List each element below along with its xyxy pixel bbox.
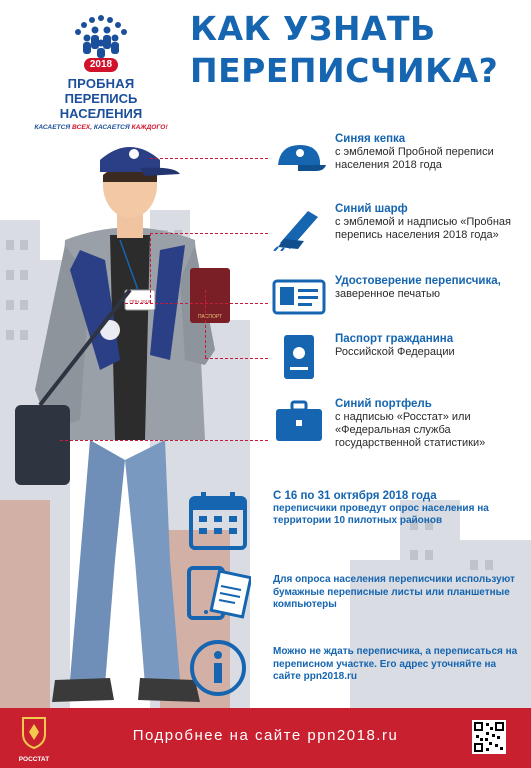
slogan-part: КАСАЕТСЯ: [34, 124, 73, 131]
feature-title: Синий портфель: [335, 398, 432, 410]
cap-icon: [268, 133, 330, 181]
feature-title: Паспорт гражданина: [335, 333, 454, 345]
feature-briefcase-text: [335, 398, 520, 450]
slogan-part: ВСЕХ: [72, 124, 91, 131]
badge-label: ППН 2018: [129, 299, 151, 304]
title-line1: КАК УЗНАТЬ: [190, 9, 436, 48]
footer-website-text[interactable]: Подробнее на сайте ppn2018.ru: [132, 727, 399, 744]
leader-line-passport: [205, 358, 268, 359]
feature-cap-text: [335, 133, 520, 172]
info-station-desc: Можно не ждать переписчика, а переписаться на переписном участке. Его адрес уточняйте на сайте ppn2018.ru: [273, 646, 518, 682]
leader-line-scarf: [150, 233, 268, 234]
leader-line-passport-v: [205, 290, 206, 358]
title-line2: ПЕРЕПИСЧИКА?: [190, 51, 499, 90]
census-taker-illustration: [10, 140, 260, 710]
info-icon: [185, 638, 251, 700]
feature-desc: Российской Федерации: [335, 346, 455, 358]
slogan-part: КАЖДОГО!: [131, 124, 168, 131]
logo-title-line1: ПРОБНАЯ: [67, 76, 135, 91]
feature-passport-text: [335, 333, 520, 359]
footer: [0, 708, 531, 768]
leader-line-cap: [150, 158, 268, 159]
briefcase-illustration: [15, 405, 70, 485]
page-title: [190, 8, 498, 92]
slogan-part: , КАСАЕТСЯ: [90, 124, 132, 131]
feature-title: Удостоверение переписчика,: [335, 275, 501, 287]
briefcase-icon: [268, 398, 330, 446]
info-dates-desc: переписчики проведут опрос населения на территории 10 пилотных районов: [273, 502, 489, 526]
tablet-paper-icon: [185, 560, 251, 622]
feature-id-text: [335, 275, 520, 301]
logo-year: 2018: [89, 59, 113, 70]
feature-desc: с эмблемой и надписью «Пробная перепись населения 2018 года»: [335, 216, 511, 241]
scarf-icon: [268, 203, 330, 251]
leader-line-id: [125, 303, 268, 304]
feature-desc: с надписью «Росстат» или «Федеральная служба государственной статистики»: [335, 411, 486, 449]
info-station-text: [273, 646, 523, 684]
leader-line-scarf-v: [150, 233, 151, 303]
info-tools-text: [273, 574, 523, 612]
calendar-icon: [185, 490, 251, 552]
qr-code-icon: [472, 720, 506, 754]
feature-scarf-text: [335, 203, 520, 242]
passport-icon: [268, 333, 330, 381]
feature-desc: заверенное печатью: [335, 288, 441, 300]
feature-title: Синий шарф: [335, 203, 408, 215]
feature-title: Синяя кепка: [335, 133, 406, 145]
info-dates-text: [273, 490, 523, 528]
id-card-icon: [268, 275, 330, 323]
logo-slogan: [22, 124, 180, 131]
feature-desc: с эмблемой Пробной переписи населения 2018 года: [335, 146, 494, 171]
logo-title-line2: ПЕРЕПИСЬ НАСЕЛЕНИЯ: [59, 91, 143, 121]
info-tools-desc: Для опроса населения переписчики используют бумажные переписные листы или планшетные компьютеры: [273, 574, 515, 610]
info-dates-heading: С 16 по 31 октября 2018 года: [273, 490, 437, 502]
census-logo: [22, 10, 180, 131]
passport-in-hand-label: ПАСПОРТ: [197, 314, 223, 320]
leader-line-briefcase: [60, 440, 268, 441]
rosstat-label: РОССТАТ: [18, 756, 50, 763]
